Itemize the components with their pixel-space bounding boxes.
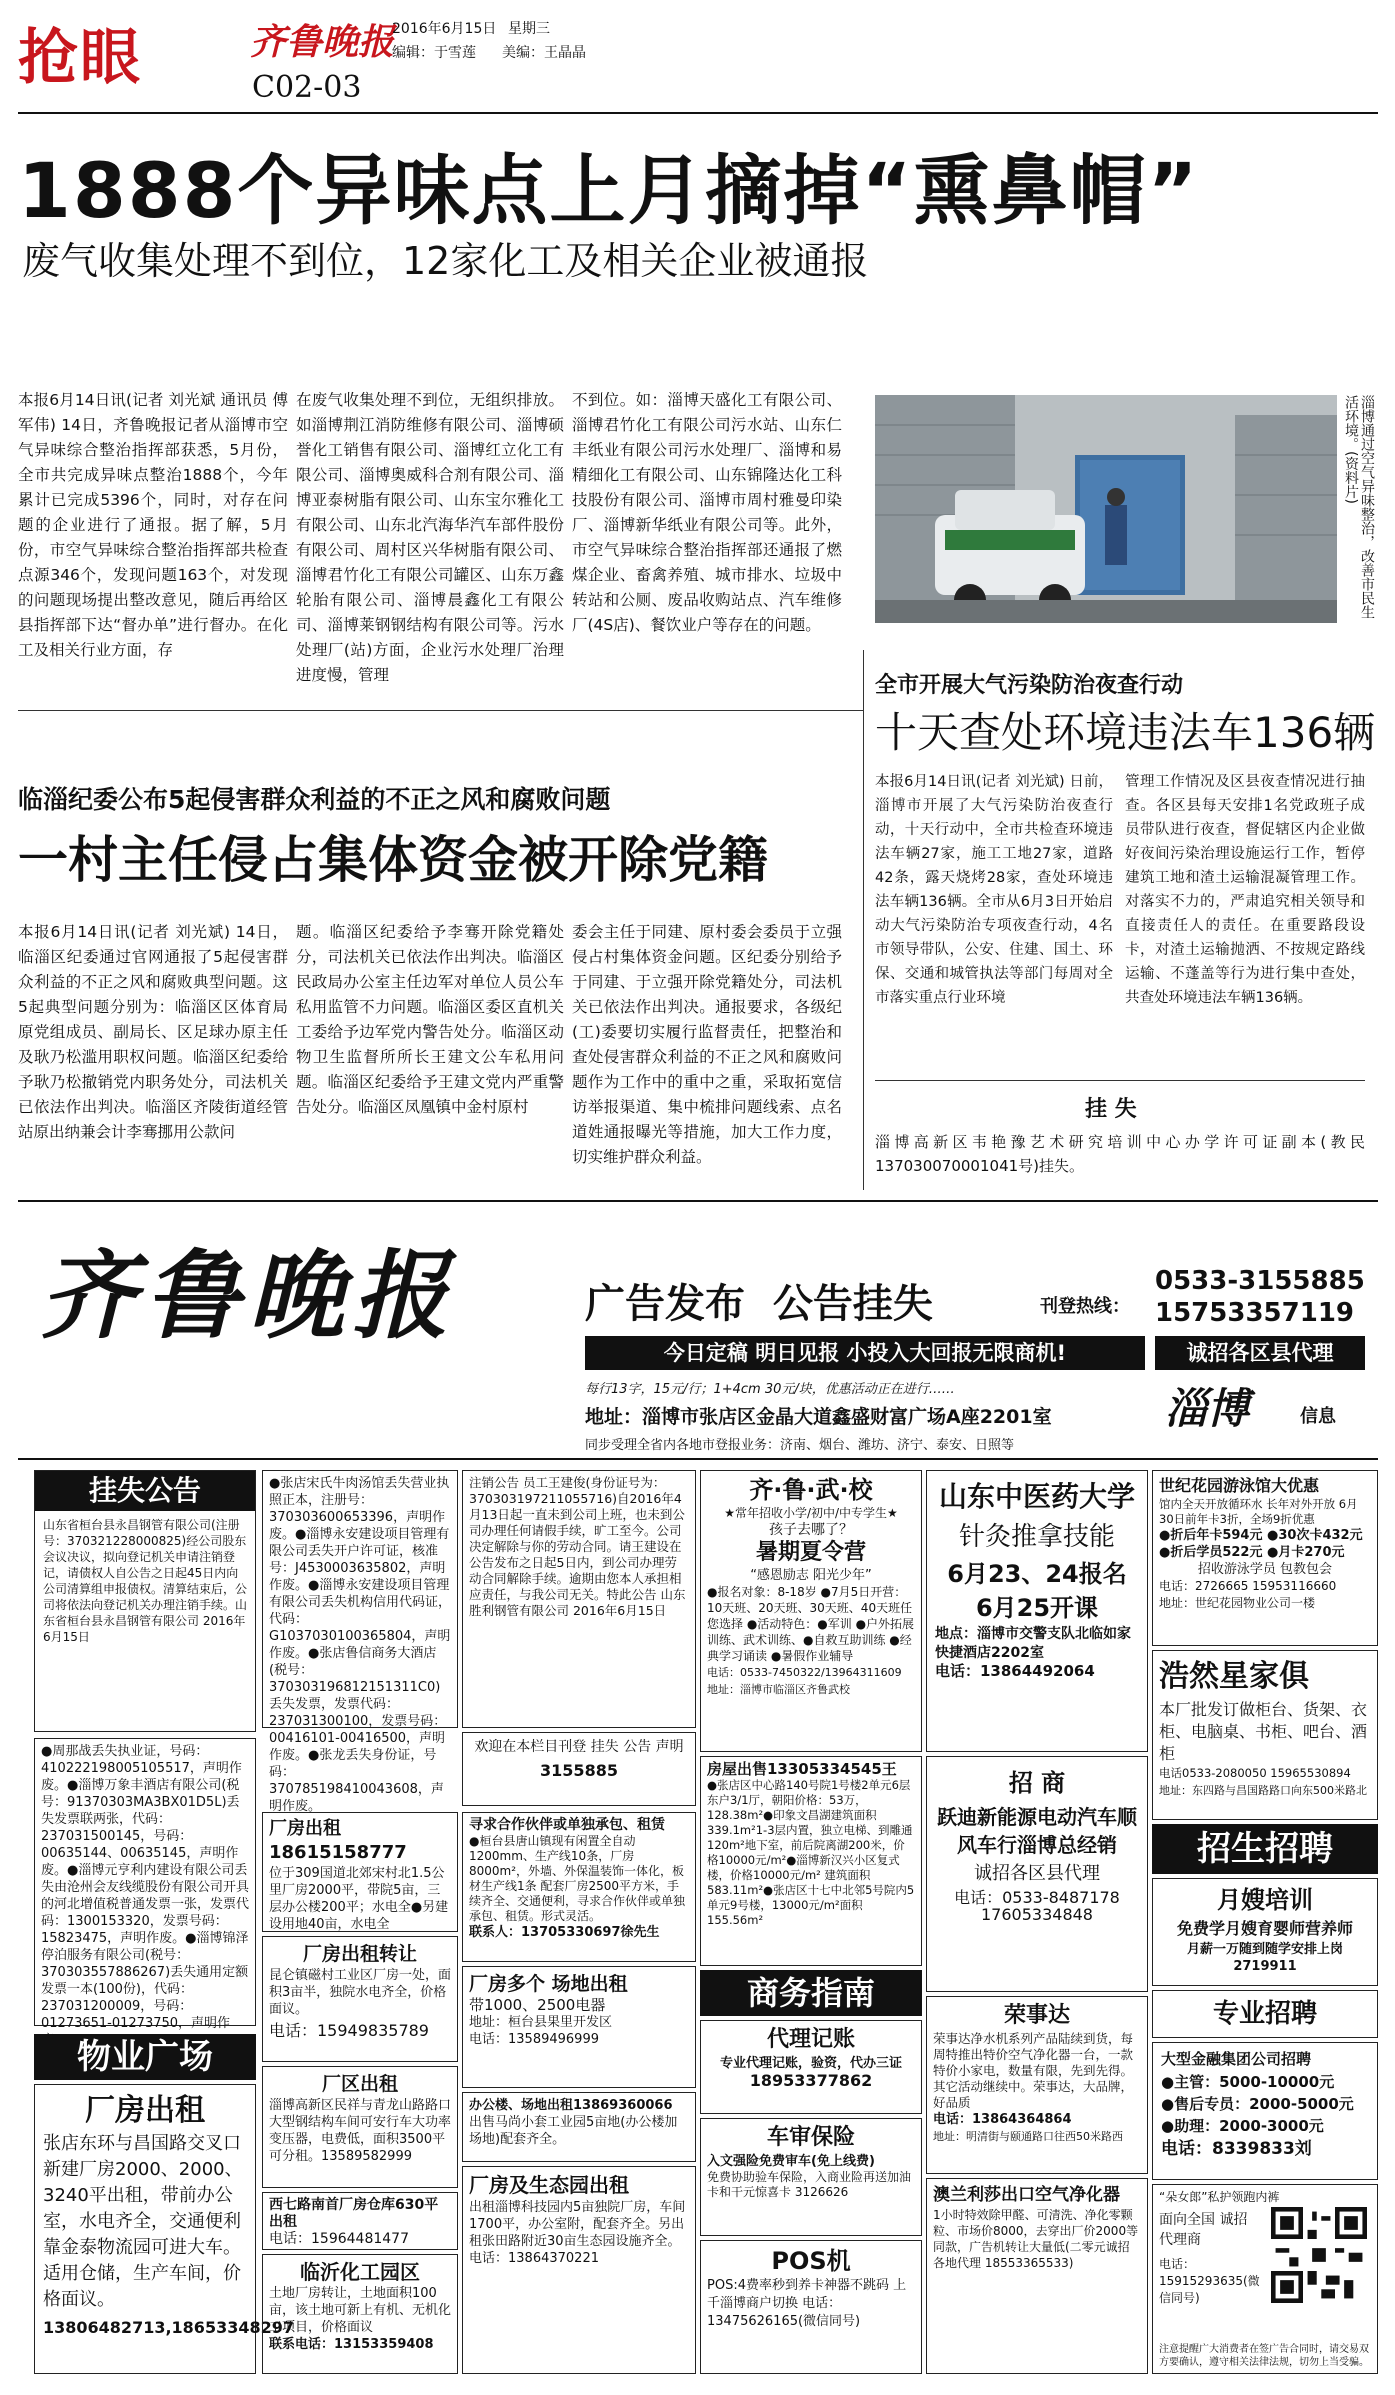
district-rent-body: 淄博高新区民祥与青龙山路路口大型钢结构车间可安行车大功率变压器，电费低，面积3500平可分租。13589582999 [269,2098,452,2164]
finance-title: 大型金融集团公司招聘 [1161,2050,1312,2068]
eco-park-ad [462,2166,696,2374]
story1-col3: 不到位。如：淄博天盛化工有限公司、淄博君竹化工有限公司污水站、山东仁丰纸业有限公司污水处理厂、淄博和易精细化工有限公司、山东锦隆达化工科技股份有限公司、淄博市周村雅曼印染厂、淄博新华纸业有限公司等。此外，市空气异味综合整治指挥部还通报了燃煤企业、畜禽养殖、城市排水、垃圾中转站和公厕、废品收购站点、汽车维修厂(4S店)、餐饮业户等存在的问题。 [572,391,842,634]
story3-col1: 本报6月14日讯(记者 刘光斌) 14日，临淄区纪委通过官网通报了5起侵害群众利益的不正之风和腐败典型问题。这5起典型问题分别为：临淄区区体育局原党组成员、副局长、区足球办原主任及耿乃松滥用职权问题。临淄区纪委给予耿乃松撤销党内职务处分，司法机关已依法作出判决。临淄区齐陵街道经管站原出纳兼会计李骞挪用公款问 [18,923,288,1141]
tcm-phone: 电话：13864492064 [935,1662,1095,1680]
section-title: 抢眼 [18,23,142,93]
furniture-ad [1152,1650,1378,1820]
recruit-ev-body: 跃迪新能源电动汽车顺风车行淄博总经销 [937,1805,1137,1857]
factory-rent-phone: 13806482713,18653348297 [43,2318,294,2337]
photo-caption: 淄博通过空气异味整治，改善市民生活环境。(资料片) [1343,395,1375,619]
story2-col1: 本报6月14日讯(记者 刘光斌) 日前，淄博市开展了大气污染防治夜查行动，十天行动中，全市共检查环境违法车辆27家，施工工地27家，道路42条，露天烧烤28家，查处环境违法车辆136辆。全市从6月3日开始启动大气污染防治专项夜查行动，4名市领导带队，公安、住建、国土、环保、交通和城管执法等部门每周对全市落实重点行业环境 [875,774,1113,1006]
banner-city-sub: 信息 [1300,1406,1336,1427]
factory-rent-2-phone: 电话：15949835789 [269,2021,429,2040]
story1-col2: 在废气收集处理不到位，无组织排放。如淄博荆江消防维修有限公司、淄博硕誉化工销售有限公司、淄博红立化工有限公司、淄博奥威科合剂有限公司、淄博亚泰树脂有限公司、山东宝尔雅化工有限公司、山东北汽海华汽车部件股份有限公司、周村区兴华树脂有限公司、淄博君竹化工有限公司罐区、山东万鑫轮胎有限公司、淄博晨鑫化工有限公司、淄博莱钢钢结构有限公司等。污水处理厂(站)方面，企业污水处理厂治理进度慢，管理 [296,391,564,684]
recruit-ev-phone-1: 电话：0533-8487178 [954,1888,1120,1907]
story3-col2: 题。临淄区纪委给予李骞开除党籍处分，司法机关已依法作出判决。临淄区民政局办公室主任边军对单位人员公车私用监管不力问题。临淄区委区直机关工委给予边军党内警告处分。临淄区动物卫生监督所所长王建文公车私用问题。临淄区纪委给予王建文党内严重警告处分。临淄区凤凰镇中金村原村 [296,923,564,1116]
house-sale-title: 房屋出售13305334545王 [707,1760,897,1778]
welcome-text: 欢迎在本栏目刊登 挂失 公告 声明 [474,1739,684,1755]
header-date: 2016年6月15日 [392,21,497,37]
rongshida-body: 荣事达净水机系列产品陆续到货，每周特推出特价空气净化器一台，一款特价小家电，数量有限，先到先得。其它活动继续中。荣事达，大品牌，好品质 [933,2031,1134,2110]
banner-hotline-label: 刊登热线： [1040,1296,1130,1317]
banner-slogan: 今日定稿 明日见报 小投入大回报无限商机! [585,1336,1145,1370]
col3-notices: 注销公告 员工王建俊(身份证号为：370303197211055716)自2016年4月13日起一直未到公司上班，也未到公司办理任何请假手续，旷工至今。公司决定解除与你的劳动合同。请王建设在公告发布之日起5日内，到公司办理劳动合同解除手续。逾期由您本人承担相应责任，与我公司无关。特此公告 山东胜利钢管有限公司 2016年6月15日 [462,1470,696,1728]
finance-phone: 电话：8339833刘 [1161,2139,1312,2159]
story1-col1: 本报6月14日讯(记者 刘光斌 通讯员 傅军伟) 14日，齐鲁晚报记者从淄博市空气异味综合整治指挥部获悉，5月份，全市共完成异味点整治1888个，今年累计已完成5396个，同时，对存在问题的企业进行了通报。据了解，5月份，市空气异味综合整治指挥部共检查点源346个，发现问题163个，对发现的问题现场提出整改意见，随后再给区县指挥部下达“督办单”进行督办。在化工及相关行业方面，存 [18,391,288,659]
banner-logo: 齐鲁晚报 [40,1239,456,1352]
furniture-phone: 电话0533-2080050 15965530894 [1159,1766,1351,1780]
business-guide-header: 商务指南 [700,1970,922,2016]
cancel-notice-1: 山东省桓台县永昌钢管有限公司(注册号：370321228000825)经公司股东会议决议，拟向登记机关申请注销登记，请债权人自公告之日起45日内向公司清算组申报债权。清算结束后，公司将依法向登记机关办理注销手续。山东省桓台县永昌钢管有限公司 2016年6月15日 [43,1518,248,1644]
lost-notice-section [34,1470,256,1732]
tcm-university-ad [926,1470,1148,1752]
factory-rent-1 [262,1812,458,1932]
multi-factory-addr: 地址：桓台县果里开发区 [469,2015,613,2030]
subheadline: 废气收集处理不到位，12家化工及相关企业被通报 [22,239,869,283]
col2-notices: ●张店宋氏牛肉汤馆丢失营业执照正本，注册号：370303600653396，声明作废。●淄博永安建设项目管理有限公司丢失开户许可证，核准号：J4530003635802，声明作废。●淄博永安建设项目管理有限公司丢失机构信用代码证，代码：G1037030100365804，声明作废。●张店鲁信商务大酒店(税号：370303196812151311C0)丢失发票，发票代码：237031300100，发票号码：00416101-00416500，声明作废。●张龙丢失身份证，号码：370785198410043608，声明作废。 [262,1470,458,1728]
district-rent [262,2066,458,2188]
qr-code-icon [1271,2207,1367,2303]
eco-park-title: 厂房及生态园出租 [469,2173,629,2197]
school-slogan: “感恩励志 阳光少年” [750,1568,872,1583]
factory-rent-2-body: 昆仑镇磁村工业区厂房一处，面积3亩半，独院水电齐全，价格面议。 [269,1968,452,2017]
headline-main: 1888个异味点上月摘掉“熏鼻帽” [18,146,1200,235]
school-question: 孩子去哪了？ [769,1522,853,1538]
nanny-sub: 月嫂培训 [1217,1886,1313,1914]
tcm-course: 针灸推拿技能 [958,1522,1115,1552]
recruit-ev-phone-2: 17605334848 [981,1905,1093,1924]
finance-2: ●售后专员：2000-5000元 [1161,2095,1354,2113]
school-camp: 暑期夏令营 [755,1540,866,1565]
finance-recruit-ad [1152,2042,1378,2180]
pool-addr: 地址：世纪花园物业公司一楼 [1159,1596,1316,1610]
factory-rent-2-title: 厂房出租转让 [302,1943,417,1965]
rongshida-ad [926,1996,1148,2174]
furniture-title: 浩然星家俱 [1159,1659,1309,1694]
nanny-training-ad [1152,1878,1378,1986]
banner-title: 广告发布 公告挂失 [585,1281,933,1327]
school-body: ●报名对象：8-18岁 ●7月5日开营：10天班、20天班、30天班、40天班任您选择 ●活动特色：●军训 ●户外拓展训练、武术训练、●自救互助训练 ●经典学习诵读 ●暑假作业辅导 [707,1585,915,1663]
recruit-header: 招生招聘 [1152,1824,1378,1874]
rongshida-phone: 电话：13864364864 [933,2112,1072,2127]
coop-title: 寻求合作伙伴或单独承包、租赁 [469,1817,665,1833]
xilu-rent [262,2192,458,2250]
photo-scene [875,395,1337,623]
welcome-phone: 3155885 [540,1761,618,1780]
factory-rent-body: 张店东环与昌国路交叉口新建厂房2000、2000、3240平出租，带前办公室，水电齐全，交通便利靠金泰物流园可进大车。适用仓储，生产车间，价格面议。 [43,2133,243,2310]
coop-body: ●桓台县唐山镇现有闲置全自动1200mm、生产线10条，厂房8000m²，外墙、外保温装饰一体化，板材生产线1条 配套厂房2500平方米，手续齐全、交通便利，寻求合作伙伴或单独承包、租赁。形式灵活。 [469,1834,686,1923]
aolan-ad [926,2178,1148,2374]
school-addr: 地址：淄博市临淄区齐鲁武校 [707,1683,850,1696]
story2-kicker: 全市开展大气污染防治夜查行动 [875,673,1184,698]
banner-phone-2: 15753357119 [1155,1298,1354,1328]
pool-recruit: 招收游泳学员 包教包会 [1197,1562,1333,1577]
pro-recruit-ad [1152,1990,1378,2038]
header-editor: 编辑：于雪莲 [392,45,476,61]
left-mid-notices: ●周那战丢失执业证，号码：410222198005105517，声明作废。●淄博万象丰酒店有限公司(税号：91370303MA3BX01D5L)丢失发票联两张，代码：237031500145，号码：00635144、00635145，声明作废。●淄博元亨利内建设有限公司丢失由沧州会友线缆股份有限公司开具的河北增值税普通发票一张，发票代码：1300153320，发票号码：15823475，声明作废。●淄博锦泽停泊服务有限公司(税号：370303557886267)丢失通用定额发票一本(100份)，代码：237031200009，号码：01273651-01273750，声明作 [34,1738,256,2026]
bookkeeping-phone: 18953377862 [749,2071,873,2090]
disclaimer: 注意提醒广大消费者在签广告合同时，请交易双方要确认，遵守相关法律法规，切勿上当受骗。 [1159,2344,1369,2368]
finance-1: ●主管：5000-10000元 [1161,2073,1335,2091]
news-photo [875,395,1337,623]
pos-ad [700,2240,922,2374]
car-insurance-ad [700,2118,922,2236]
house-sale-body: ●张店区中心路140号院1号楼2单元6层东户3/1厅，朝阳价格：53万，128.38m²●印象文昌湖建筑面积339.1m²1-3层内置，独立电梯、到雕通120m²地下室，前后院离湖200米，价格10000元/m²●淄博新汉兴小区复式楼，价格10000元/m² 建筑面积583.11m²●张店区十七中北邻5号院内5单元9号楼，13000元/m²面积155.56m² [707,1778,915,1927]
factory-rent-ad [34,2084,294,2374]
lost-notice-title: 挂 失 [1085,1097,1137,1122]
coop-ad [462,1812,696,1962]
banner-price: 每行13字，15元/行；1+4cm 30元/块，优惠活动正在进行…… [585,1382,955,1397]
tcm-title: 山东中医药大学 [938,1480,1135,1513]
bookkeeping-ad [700,2020,922,2114]
linyi-chem-park [262,2254,458,2374]
house-sale-ad [700,1756,922,1966]
property-plaza-header: 物业广场 [34,2034,256,2080]
pos-body: POS:4费率秒到养卡神器不跳码 上千淄博商户切换 电话：13475626165(微信同号) [707,2278,907,2329]
factory-rent-2 [262,1936,458,2062]
eco-park-body: 出租淄博科技园内5亩独院厂房，车间1700平，办公室附，配套齐全。另出租张田路附近30亩生态园设施齐全。电话：13864370221 [469,2200,686,2266]
linyi-title: 临沂化工园区 [300,2260,420,2284]
header-weekday: 星期三 [508,21,550,37]
district-rent-title: 厂区出租 [321,2073,398,2095]
qr-ad [1152,2184,1378,2374]
recruit-ev-title: 招 商 [1008,1769,1066,1797]
coop-phone: 联系人：13705330697徐先生 [469,1925,660,1940]
nanny-body-2: 月薪一万随到随学安排上岗2719911 [1186,1942,1343,1974]
bookkeeping-title: 代理记账 [766,2027,855,2052]
qr-title: “朵女郎”私护领跑内裤 [1159,2190,1280,2204]
header-designer: 美编：王晶晶 [502,45,586,61]
martial-school-ad [700,1470,922,1752]
pool-body: 馆内全天开放循环水 长年对外开放 6月30日前年卡3折，全场9折优惠 [1159,1497,1358,1526]
pool-card-1: ●折后年卡594元 ●30次卡432元 [1159,1528,1363,1543]
recruit-ev-ad [926,1756,1148,1992]
tcm-date-1: 6月23、24报名 [947,1560,1127,1588]
linyi-phone: 联系电话：13153359408 [269,2337,434,2352]
pos-title: POS机 [771,2247,851,2275]
story2-col2: 管理工作情况及区县夜查情况进行抽查。各区县每天安排1名党政班子成员带队进行夜查，督促辖区内企业做好夜间污染治理设施运行工作，暂停建筑工地和渣土运输混凝管理工作。对落实不力的，严肃追究相关领导和直接责任人的责任。在重要路段设卡，对渣土运输抛洒、不按规定路线运输、不蓬盖等行为进行集中查处，共查处环境违法车辆136辆。 [1125,774,1365,1006]
qr-phone: 电话：15915293635(微信同号) [1159,2257,1260,2305]
pool-phone: 电话：2726665 15953116660 [1159,1579,1337,1593]
bookkeeping-body: 专业代理记账，验资，代办三证 [719,2056,902,2071]
multi-factory-ad [462,1966,696,2088]
newspaper-logo: 齐鲁晚报 [250,21,395,63]
banner-phone-1: 0533-3155885 [1155,1266,1365,1296]
car-insurance-title: 车审保险 [766,2125,855,2150]
furniture-addr: 地址：东四路与昌国路路口向东500米路北 [1159,1784,1367,1797]
xilu-rent-title: 西七路南首厂房仓库630平出租 [269,2197,439,2230]
banner-sync: 同步受理全省内各地市登报业务：济南、烟台、潍坊、济宁、泰安、日照等 [585,1438,1015,1453]
story3-headline: 一村主任侵占集体资金被开除党籍 [18,831,768,889]
school-phone: 电话：0533-7450322/13964311609 [707,1666,902,1679]
story3-col3: 委会主任于同建、原村委会委员于立强侵占村集体资金问题。区纪委分别给予于同建、于立强开除党籍处分，司法机关已依法作出判决。通报要求，各级纪(工)委要切实履行监督责任，把整治和查处侵害群众利益的不正之风和腐败问题作为工作中的重中之重，采取拓宽信访举报渠道、集中梳排问题线索、点名道姓通报曝光等措施，加大工作力度，切实维护群众利益。 [572,923,842,1166]
factory-rent-1-body: 位于309国道北郊宋村北1.5公里厂房2000平，带院5亩，三层办公楼200平；水电全●另建设用地40亩，水电全 [269,1866,449,1932]
factory-rent-title: 厂房出租 [85,2093,205,2128]
tcm-addr: 地点：淄博市交警支队北临如家快捷酒店2202室 [935,1626,1131,1661]
multi-factory-tel: 电话：13589496999 [469,2032,599,2047]
aolan-body: 1小时特效除甲醛、可清洗、净化零颗粒、市场价8000，去穿出厂价2000等同款，广告机转让大量低(二零元诚招各地代理 18553365533) [933,2208,1139,2270]
story2-headline: 十天查处环境违法车136辆 [875,708,1376,757]
story3-kicker: 临淄纪委公布5起侵害群众利益的不正之风和腐败问题 [18,785,611,814]
rongshida-addr: 地址：明清街与颐通路口往西50米路西 [933,2130,1123,2143]
qr-sub: 面向全国 诚招代理商 [1159,2212,1248,2248]
multi-factory-title: 厂房多个 场地出租 [469,1973,628,1995]
xilu-rent-phone: 电话：15964481477 [269,2231,409,2247]
office-site-ad [462,2092,696,2162]
pool-title: 世纪花园游泳馆大优惠 [1159,1476,1320,1495]
car-insurance-body: 免费协助验车保险，入商业险再送加油卡和干元惊喜卡 3126626 [707,2170,912,2199]
banner-address: 地址：淄博市张店区金晶大道鑫盛财富广场A座2201室 [585,1406,1052,1428]
office-site-body: 出售马尚小套工业园5亩地(办公楼加场地)配套齐全。 [469,2115,678,2147]
car-insurance-sub: 入文强险免费审车(免上线费) [707,2154,875,2169]
tcm-date-2: 6月25开课 [975,1594,1099,1622]
pro-recruit-title: 专业招聘 [1212,1999,1317,2029]
office-site-title: 办公楼、场地出租13869360066 [469,2098,673,2113]
furniture-body: 本厂批发订做柜台、货架、衣柜、电脑桌、书柜、吧台、酒柜 [1159,1700,1368,1763]
linyi-body: 土地厂房转让，土地面积100亩，该土地可新上有机、无机化工项目，价格面议 [269,2286,452,2335]
lost-notice-header: 挂失公告 [35,1471,255,1511]
finance-3: ●助理：2000-3000元 [1161,2117,1324,2135]
banner-recruit: 诚招各区县代理 [1155,1336,1365,1370]
school-title: 齐·鲁·武·校 [749,1476,873,1504]
multi-factory-phone: 带1000、2500电器 [469,1996,606,2014]
nanny-body: 免费学月嫂育婴师营养师 [1176,1919,1353,1938]
factory-rent-1-title: 厂房出租 18615158777 [269,1818,407,1863]
banner-city: 淄博 [1165,1384,1250,1433]
aolan-title: 澳兰利莎出口空气净化器 [933,2185,1120,2205]
recruit-ev-sub: 诚招各区县代理 [974,1863,1100,1884]
pool-card-2: ●折后学员522元 ●月卡270元 [1159,1545,1345,1560]
rongshida-title: 荣事达 [1003,2003,1070,2028]
school-sub: ★常年招收小学/初中/中专学生★ [724,1506,898,1520]
lost-notice-body: 淄博高新区韦艳豫艺术研究培训中心办学许可证副本(教民137030070001041号)挂失。 [875,1133,1365,1175]
pool-ad [1152,1470,1378,1646]
welcome-box [462,1732,696,1806]
page-number: C02-03 [252,70,362,105]
